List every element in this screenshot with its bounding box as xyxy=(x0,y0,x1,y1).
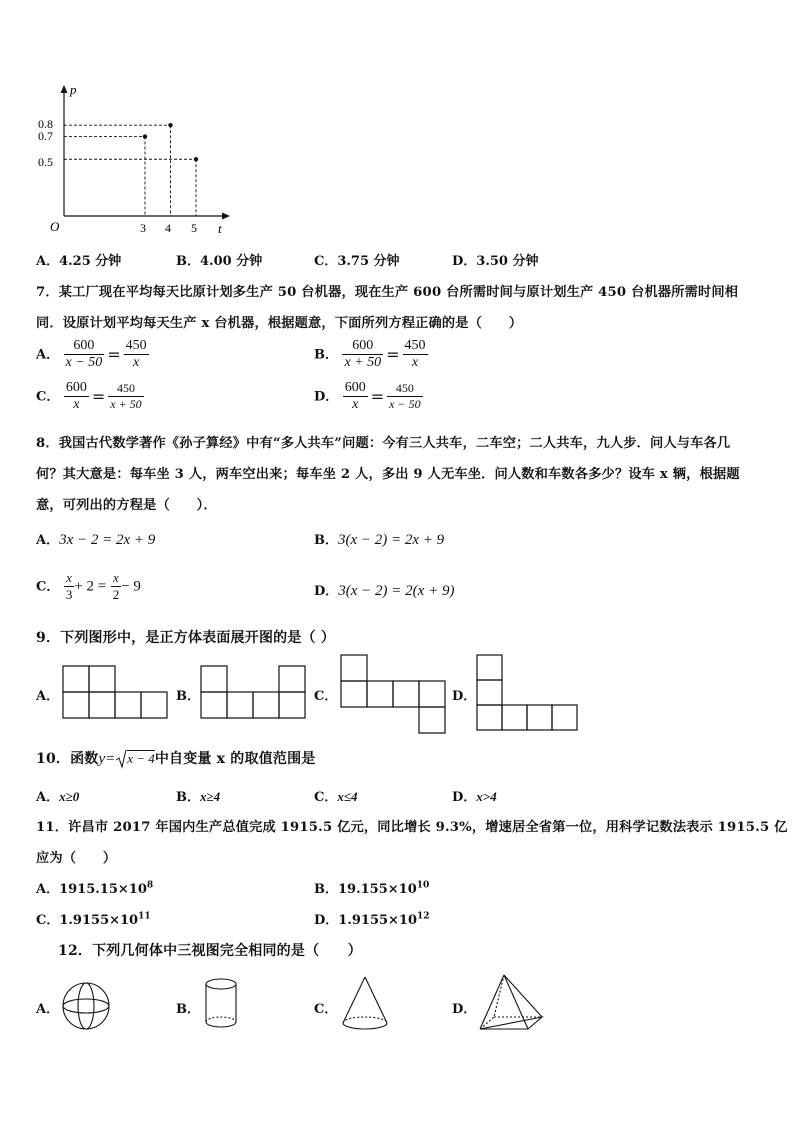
y-tick-0.5: 0.5 xyxy=(38,155,53,169)
cone-icon[interactable] xyxy=(338,974,392,1034)
q6-option-a[interactable]: A．4.25 分钟 xyxy=(36,254,122,269)
q7-option-c[interactable]: C． $\frac{600}{x}$ = $\frac{450}{x + 50}$ xyxy=(36,380,142,412)
x-axis-label: t xyxy=(218,221,222,236)
q7-option-d[interactable]: D． $\frac{600}{x}$ = $\frac{450}{x - 50}$ xyxy=(314,380,421,412)
q11-option-b[interactable]: B．$19.155\times 10^{10}$ xyxy=(314,880,430,897)
q7-stem-line1: 7．某工厂现在平均每天比原计划多生产 50 台机器，现在生产 600 台所需时间与原计划生产 450 台机器所需时间相 xyxy=(36,285,739,300)
q10-option-a[interactable]: A．x≥0 xyxy=(36,789,80,805)
q9-net-c[interactable] xyxy=(340,654,452,734)
q11-option-d[interactable]: D．$1.9155\times 10^{12}$ xyxy=(314,911,430,928)
data-point-3 xyxy=(143,134,147,138)
q8-stem-line2: 何？其大意是：每车坐 3 人，两车空出来；每车坐 2 人，多出 9 人无车坐．问人数和车数各多少？设车 x 辆，根据题 xyxy=(36,467,740,482)
y-axis-label: p xyxy=(70,82,77,97)
x-tick-5: 5 xyxy=(191,221,197,235)
sqrt-sign-icon xyxy=(115,749,127,769)
q9-net-d[interactable] xyxy=(476,654,580,734)
q12-option-d-label[interactable]: D． xyxy=(452,1002,477,1017)
y-tick-0.7: 0.7 xyxy=(38,129,53,143)
x-axis-arrow xyxy=(222,213,230,220)
q9-stem: 9．下列图形中，是正方体表面展开图的是（ ） xyxy=(36,630,336,646)
q8-option-c[interactable]: C． $\frac{x}{3}$ + 2 = $\frac{x}{2}$ − 9 xyxy=(36,570,141,602)
sphere-icon[interactable] xyxy=(60,980,112,1032)
q6-option-c[interactable]: C．3.75 分钟 xyxy=(314,254,400,269)
time-probability-graph xyxy=(36,80,236,240)
q11-stem-line2: 应为（ ） xyxy=(36,851,117,866)
q7-stem-line2: 同．设原计划平均每天生产 x 台机器，根据题意，下面所列方程正确的是（ ） xyxy=(36,316,523,331)
q8-option-d[interactable]: D．3(x − 2) = 2(x + 9) xyxy=(314,583,455,599)
q8-stem-line3: 意，可列出的方程是（ ）． xyxy=(36,498,217,513)
x-tick-4: 4 xyxy=(165,221,171,235)
q10-option-c[interactable]: C．x≤4 xyxy=(314,789,358,805)
pyramid-icon[interactable] xyxy=(476,972,546,1034)
q8-option-a[interactable]: A．3x − 2 = 2x + 9 xyxy=(36,532,156,548)
q9-option-c-label[interactable]: C． xyxy=(314,689,338,704)
q9-option-b-label[interactable]: B． xyxy=(176,689,200,704)
q10-stem: 10．函数y= x − 4中自变量 x 的取值范围是 xyxy=(36,751,316,767)
q7-option-b[interactable]: B． $\frac{600}{x + 50}$ = $\frac{450}{x}$ xyxy=(314,338,426,370)
q11-option-c[interactable]: C．$1.9155\times 10^{11}$ xyxy=(36,911,151,928)
q10-option-d[interactable]: D．x>4 xyxy=(452,789,497,805)
q8-stem-line1: 8．我国古代数学著作《孙子算经》中有“多人共车”问题：今有三人共车，二车空；二人共车，九人步．问人与车各几 xyxy=(36,436,731,451)
q9-option-d-label[interactable]: D． xyxy=(452,689,477,704)
q11-stem-line1: 11．许昌市 2017 年国内生产总值完成 1915.5 亿元，同比增长 9.3%，增速居全省第一位，用科学记数法表示 1915.5 亿 xyxy=(36,820,788,835)
q12-option-b-label[interactable]: B． xyxy=(176,1002,200,1017)
q7-option-a[interactable]: A． $\frac{600}{x - 50}$ = $\frac{450}{x}$ xyxy=(36,338,147,370)
q9-option-a-label[interactable]: A． xyxy=(36,689,60,704)
y-tick-0.8: 0.8 xyxy=(38,117,53,131)
q12-option-a-label[interactable]: A． xyxy=(36,1002,60,1017)
x-tick-3: 3 xyxy=(140,221,146,235)
q11-option-a[interactable]: A．$1915.15\times 10^8$ xyxy=(36,880,154,897)
data-point-4 xyxy=(168,123,172,127)
q9-net-a[interactable] xyxy=(62,665,172,721)
q12-stem: 12．下列几何体中三视图完全相同的是（ ） xyxy=(58,943,362,959)
q6-option-d[interactable]: D．3.50 分钟 xyxy=(452,254,539,269)
q8-option-b[interactable]: B．3(x − 2) = 2x + 9 xyxy=(314,532,445,548)
cylinder-icon[interactable] xyxy=(200,976,242,1032)
q12-option-c-label[interactable]: C． xyxy=(314,1002,338,1017)
q9-net-b[interactable] xyxy=(200,665,310,721)
q10-option-b[interactable]: B．x≥4 xyxy=(176,789,221,805)
y-axis-arrow xyxy=(61,85,68,93)
q6-option-b[interactable]: B．4.00 分钟 xyxy=(176,254,263,269)
origin-label: O xyxy=(50,219,60,234)
data-point-5 xyxy=(194,157,198,161)
